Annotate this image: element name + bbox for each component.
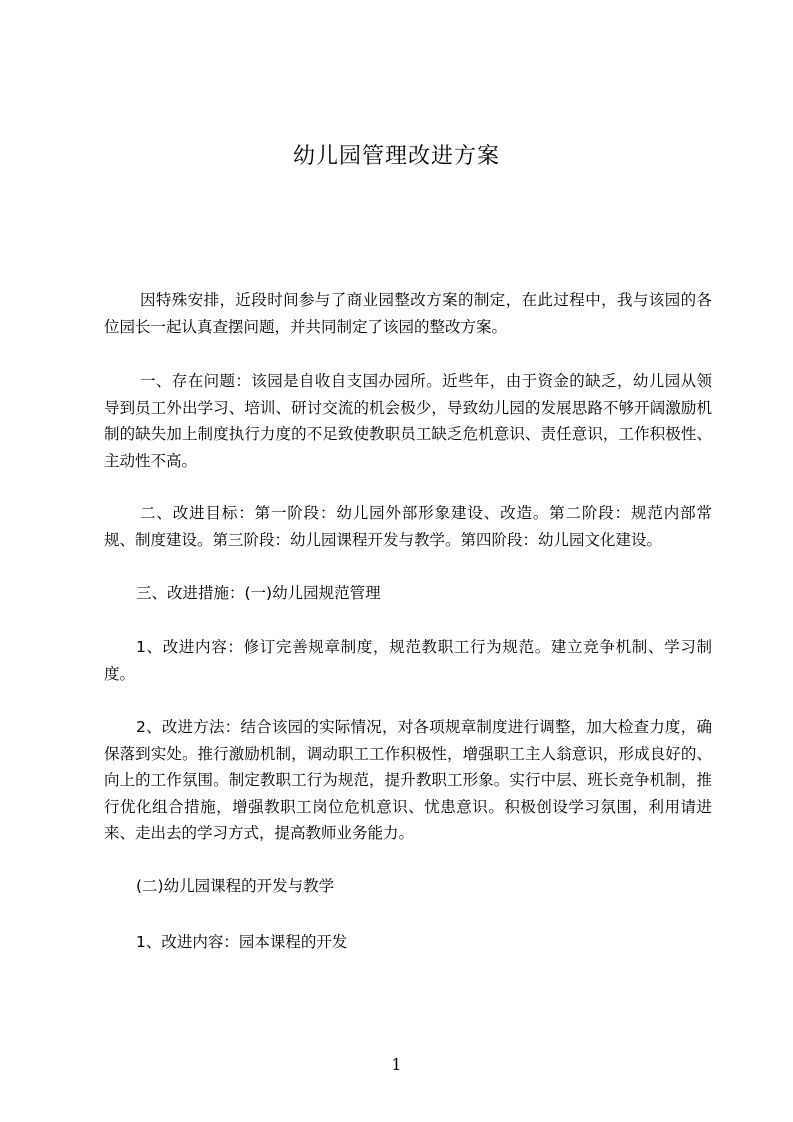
paragraph-existing-problems: 一、存在问题：该园是自收自支国办园所。近些年，由于资金的缺乏，幼儿园从领导到员工外出学习、培训、研讨交流的机会极少，导致幼儿园的发展思路不够开阔激励机制的缺失加上制度执行力度的不足致使教职员工缺乏危机意识、责任意识，工作积极性、主动性不高。 [104, 372, 712, 470]
paragraph-content-1: 1、改进内容：修订完善规章制度，规范教职工行为规范。建立竞争机制、学习制度。 [104, 638, 712, 683]
paragraph-content-1b: 1、改进内容：园本课程的开发 [136, 933, 348, 951]
paragraph-improvement-measures: 三、改进措施：(一)幼儿园规范管理 [136, 584, 381, 602]
document-title: 幼儿园管理改进方案 [292, 144, 500, 169]
paragraph-section-2-heading: (二)幼儿园课程的开发与教学 [136, 877, 335, 895]
paragraph-improvement-goals: 二、改进目标：第一阶段：幼儿园外部形象建设、改造。第二阶段：规范内部常规、制度建设。第三阶段：幼儿园课程开发与教学。第四阶段：幼儿园文化建设。 [104, 504, 712, 549]
page-number: 1 [391, 1055, 402, 1074]
paragraph-method-2: 2、改进方法：结合该园的实际情况，对各项规章制度进行调整，加大检查力度，确保落到实处。推行激励机制，调动职工工作积极性，增强职工主人翁意识，形成良好的、向上的工作氛围。制定教职工行为规范，提升教职工形象。实行中层、班长竞争机制，推行优化组合措施，增强教职工岗位危机意识、忧患意识。积极创设学习氛围，利用请进来、走出去的学习方式，提高教师业务能力。 [104, 718, 712, 842]
paragraph-intro: 因特殊安排，近段时间参与了商业园整改方案的制定，在此过程中，我与该园的各位园长一起认真查摆问题，并共同制定了该园的整改方案。 [104, 291, 712, 336]
